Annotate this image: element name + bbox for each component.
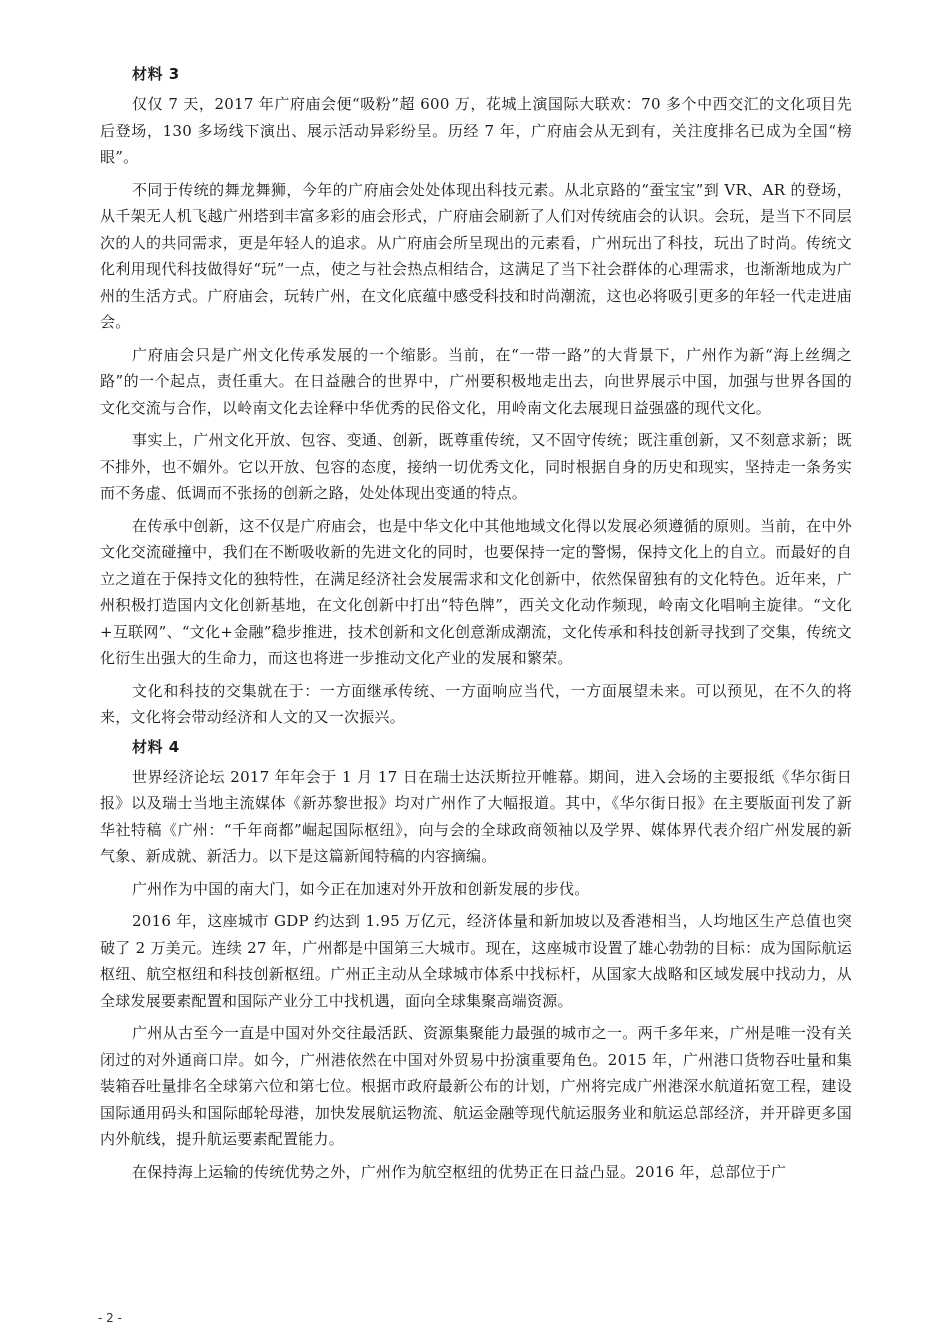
paragraph: 广府庙会只是广州文化传承发展的一个缩影。当前，在“一带一路”的大背景下，广州作为新“海上丝绸之路”的一个起点，责任重大。在日益融合的世界中，广州要积极地走出去，向世界展示中国，加强与世界各国的文化交流与合作，以岭南文化去诠释中华优秀的民俗文化，用岭南文化去展现日益强盛的现代文化。 [100,345,852,417]
paragraph: 广州作为中国的南大门，如今正在加速对外开放和创新发展的步伐。 [132,879,590,898]
paragraph: 事实上，广州文化开放、包容、变通、创新，既尊重传统，又不固守传统；既注重创新，又不刻意求新；既不排外，也不媚外。它以开放、包容的态度，接纳一切优秀文化，同时根据自身的历史和现实，坚持走一条务实而不务虚、低调而不张扬的创新之路，处处体现出变通的特点。 [100,431,852,502]
document-body [100,64,852,1191]
paragraph: 仅仅 7 天，2017 年广府庙会便“吸粉”超 600 万，花城上演国际大联欢：70 多个中西交汇的文化项目先后登场，130 多场线下演出、展示活动异彩纷呈。历经 7 年，广府庙会从无到有，关注度排名已成为全国“榜眼”。 [100,95,852,166]
paragraph: 在传承中创新，这不仅是广府庙会，也是中华文化中其他地域文化得以发展必须遵循的原则。当前，在中外文化交流碰撞中，我们在不断吸收新的先进文化的同时，也要保持一定的警惕，保持文化上的自立。而最好的自立之道在于保持文化的独特性，在满足经济社会发展需求和文化创新中，依然保留独有的文化特色。近年来，广州积极打造国内文化创新基地，在文化创新中打出“特色牌”，西关文化动作频现，岭南文化唱响主旋律。“文化+互联网”、“文化+金融”稳步推进，技术创新和文化创意渐成潮流，文化传承和科技创新寻找到了交集，传统文化衍生出强大的生命力，而这也将进一步推动文化产业的发展和繁荣。 [100,516,852,667]
paragraph: 文化和科技的交集就在于：一方面继承传统、一方面响应当代，一方面展望未来。可以预见，在不久的将来，文化将会带动经济和人文的又一次振兴。 [100,681,852,726]
paragraph: 2016 年，这座城市 GDP 约达到 1.95 万亿元，经济体量和新加坡以及香港相当，人均地区生产总值也突破了 2 万美元。连续 27 年，广州都是中国第三大城市。现在，这座城市设置了雄心勃勃的目标：成为国际航运枢纽、航空枢纽和科技创新枢纽。广州正主动从全球城市体系中找标杆，从国家大战略和区域发展中找动力，从全球发展要素配置和国际产业分工中找机遇，面向全球集聚高端资源。 [100,912,852,1010]
paragraph: 在保持海上运输的传统优势之外，广州作为航空枢纽的优势正在日益凸显。2016 年，总部位于广 [132,1162,787,1181]
paragraph: 不同于传统的舞龙舞狮，今年的广府庙会处处体现出科技元素。从北京路的“蚕宝宝”到 VR、AR 的登场，从千架无人机飞越广州塔到丰富多彩的庙会形式，广府庙会刷新了人们对传统庙会的认识。会玩，是当下不同层次的人的共同需求，更是年轻人的追求。从广府庙会所呈现出的元素看，广州玩出了科技，玩出了时尚。传统文化利用现代科技做得好“玩”一点，使之与社会热点相结合，这满足了当下社会群体的心理需求，也渐渐地成为广州的生活方式。广府庙会，玩转广州，在文化底蕴中感受科技和时尚潮流，这也必将吸引更多的年轻一代走进庙会。 [100,180,852,331]
section-heading-material-4: 材料 4 [132,737,180,756]
paragraph: 广州从古至今一直是中国对外交往最活跃、资源集聚能力最强的城市之一。两千多年来，广州是唯一没有关闭过的对外通商口岸。如今，广州港依然在中国对外贸易中扮演重要角色。2015 年，广州港口货物吞吐量和集装箱吞吐量排名全球第六位和第七位。根据市政府最新公布的计划，广州将完成广州港深水航道拓宽工程，建设国际通用码头和国际邮轮母港，加快发展航运物流、航运金融等现代航运服务业和航运总部经济，并开辟更多国内外航线，提升航运要素配置能力。 [100,1024,852,1148]
page-number: - 2 - [98,1311,122,1325]
paragraph: 世界经济论坛 2017 年年会于 1 月 17 日在瑞士达沃斯拉开帷幕。期间，进入会场的主要报纸《华尔街日报》以及瑞士当地主流媒体《新苏黎世报》均对广州作了大幅报道。其中，《华尔街日报》在主要版面刊发了新华社特稿《广州：“千年商都”崛起国际枢纽》，向与会的全球政商领袖以及学界、媒体界代表介绍广州发展的新气象、新成就、新活力。以下是这篇新闻特稿的内容摘编。 [100,767,852,865]
section-heading-material-3: 材料 3 [132,65,180,83]
